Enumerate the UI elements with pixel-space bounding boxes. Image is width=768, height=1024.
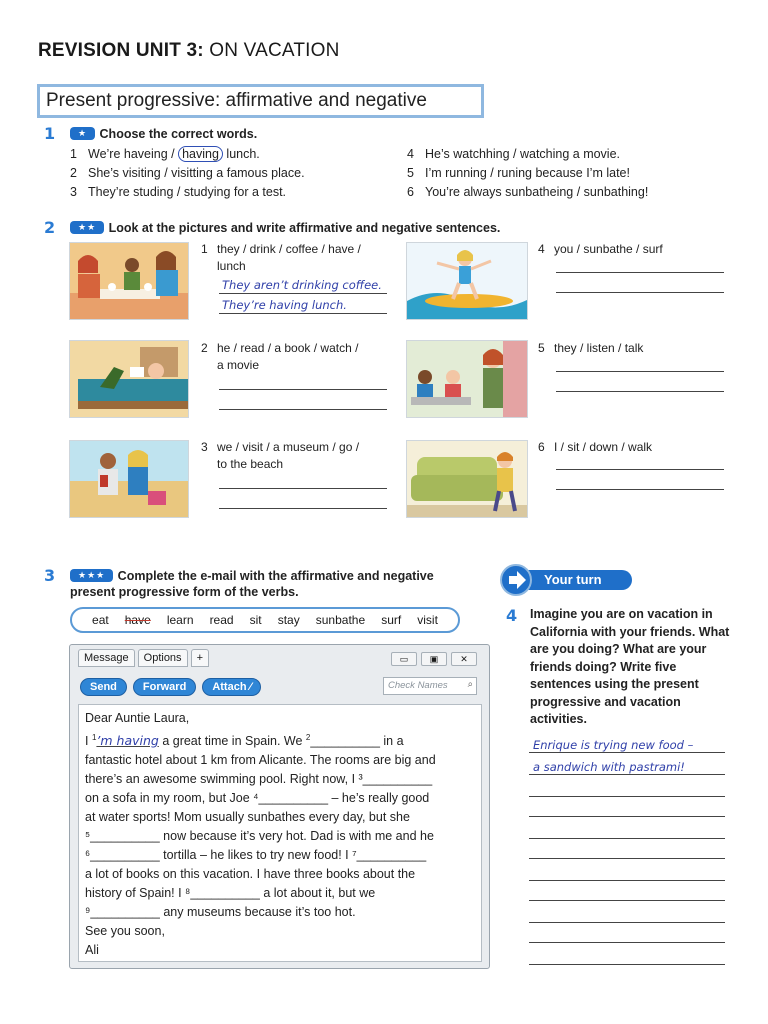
attach-button[interactable]: [202, 678, 261, 696]
answer-line: [219, 313, 387, 314]
prompt-text: you / sunbathe / surf: [554, 242, 663, 256]
answer-line: [556, 469, 724, 470]
prompt-3: [201, 439, 359, 473]
picture-5-classroom: [406, 340, 528, 418]
email-body[interactable]: [78, 704, 482, 962]
item-text: She’s visiting / visitting a famous place.: [88, 166, 305, 180]
answer-line: [529, 796, 725, 797]
answer-line: [529, 964, 725, 965]
prompt-text-cont: to the beach: [217, 457, 284, 471]
gap-number: 2: [305, 733, 311, 742]
exercise-2-instruction: Look at the pictures and write affirmative and negative sentences.: [108, 221, 501, 235]
gap-number: 1: [91, 733, 97, 742]
item-text: He’s watchhing / watching a movie.: [425, 147, 621, 161]
prompt-text-cont: lunch: [217, 259, 246, 273]
email-line-7: ⁶__________ tortilla – he likes to try new food! I ⁷__________: [85, 848, 427, 863]
prompt-text: he / read / a book / watch /: [217, 341, 359, 355]
tab-add[interactable]: +: [191, 649, 209, 667]
exercise-4-number: 4: [506, 606, 518, 625]
window-controls: [391, 652, 477, 666]
email-line-8: a lot of books on this vacation. I have three books about the: [85, 867, 416, 882]
answer-line: [529, 838, 725, 839]
prompt-text: they / listen / talk: [554, 341, 644, 355]
email-toolbar: [80, 678, 261, 696]
answer-line: [529, 858, 725, 859]
section-title-box: [37, 84, 484, 118]
answer-line: [219, 293, 387, 294]
difficulty-stars: ★: [70, 127, 95, 140]
answer-line: [219, 488, 387, 489]
verb: read: [209, 613, 234, 627]
prompt-4: [538, 241, 663, 258]
item-number: 1: [70, 147, 77, 161]
arrow-right-icon: [500, 564, 532, 596]
answer-line: [556, 371, 724, 372]
email-line-6: ⁵__________ now because it’s very hot. Dad is with me and he: [85, 829, 434, 844]
attach-label: Attach: [212, 681, 247, 693]
email-line-4: on a sofa in my room, but Joe ⁴__________ – he’s really good: [85, 791, 430, 806]
verb: sunbathe: [315, 613, 366, 627]
circled-answer: having: [178, 146, 223, 162]
exercise-3-number: 3: [44, 566, 56, 585]
item-text: You’re always sunbatheing / sunbathing!: [425, 185, 649, 199]
forward-button[interactable]: Forward: [133, 678, 196, 696]
answer-line: [529, 922, 725, 923]
answer-line: [556, 272, 724, 273]
prompt-number: 2: [201, 341, 208, 355]
paperclip-icon: ⁄: [249, 681, 252, 693]
exercise-3-header: [70, 567, 434, 585]
exercise-1-header: [70, 125, 257, 143]
unit-title: [38, 40, 340, 62]
verb: stay: [277, 613, 300, 627]
exercise-1-instruction: Choose the correct words.: [99, 127, 258, 141]
verb: surf: [381, 613, 402, 627]
section-title: Present progressive: affirmative and negative: [46, 90, 427, 111]
unit-title-rest: ON VACATION: [203, 40, 340, 61]
answer-line: [529, 900, 725, 901]
answer-line: [529, 880, 725, 881]
picture-3-beach: [69, 440, 189, 518]
item-number: 4: [407, 147, 414, 161]
ex1-item-6: [407, 185, 648, 199]
verb-bank: [70, 607, 460, 633]
email-line-11: See you soon,: [85, 924, 165, 939]
email-line-3: there’s an awesome swimming pool. Right now, I ³__________: [85, 772, 433, 787]
send-button[interactable]: Send: [80, 678, 127, 696]
tab-message[interactable]: Message: [78, 649, 135, 667]
prompt-number: 1: [201, 242, 208, 256]
answer-line: [529, 774, 725, 775]
picture-4-surf: [406, 242, 528, 320]
prompt-text: they / drink / coffee / have /: [217, 242, 361, 256]
verb-used: have: [124, 613, 151, 627]
answer-line: [556, 391, 724, 392]
answer-4b: a sandwich with pastrami!: [533, 760, 685, 774]
check-names-label: Check Names: [388, 680, 448, 691]
search-icon: ⌕: [467, 679, 473, 690]
verb: visit: [417, 613, 438, 627]
maximize-icon[interactable]: ▣: [421, 652, 447, 666]
verb: sit: [249, 613, 262, 627]
ex1-item-3: [70, 185, 286, 199]
item-text: We’re haveing /: [88, 147, 179, 161]
email-line-2: fantastic hotel about 1 km from Alicante. The rooms are big and: [85, 753, 436, 768]
verb: learn: [166, 613, 194, 627]
picture-2-bed: [69, 340, 189, 418]
answer-line: [219, 508, 387, 509]
item-number: 2: [70, 166, 77, 180]
answer-line: [529, 752, 725, 753]
answer-line: [529, 816, 725, 817]
prompt-1: [201, 241, 361, 275]
prompt-number: 4: [538, 242, 545, 256]
email-window: [69, 644, 490, 969]
exercise-3-instruction-cont: present progressive form of the verbs.: [70, 585, 299, 599]
verb: eat: [92, 613, 109, 627]
answer-line: [556, 292, 724, 293]
answer-4a: Enrique is trying new food –: [533, 738, 694, 752]
answer-line: [219, 409, 387, 410]
text: a great time in Spain. We: [158, 734, 306, 749]
item-number: 5: [407, 166, 414, 180]
prompt-text: I / sit / down / walk: [554, 440, 653, 454]
email-line-10: ⁹__________ any museums because it’s too hot.: [85, 905, 356, 920]
email-line-1: [85, 728, 475, 751]
difficulty-stars: ★★★: [70, 569, 113, 582]
prompt-2: [201, 340, 358, 374]
exercise-2-number: 2: [44, 218, 56, 237]
prompt-text: we / visit / a museum / go /: [217, 440, 360, 454]
prompt-number: 5: [538, 341, 545, 355]
answer-1a: They aren’t drinking coffee.: [222, 278, 382, 292]
picture-1-lunch: [69, 242, 189, 320]
email-line-12: Ali: [85, 943, 99, 958]
email-line-5: at water sports! Mom usually sunbathes every day, but she: [85, 810, 410, 825]
item-text: They’re studing / studying for a test.: [88, 185, 287, 199]
minimize-icon[interactable]: ▭: [391, 652, 417, 666]
answer-line: [556, 489, 724, 490]
item-number: 6: [407, 185, 414, 199]
ex1-item-2: [70, 166, 305, 180]
close-icon[interactable]: ✕: [451, 652, 477, 666]
check-names-input[interactable]: [383, 677, 477, 695]
item-number: 3: [70, 185, 77, 199]
ex1-item-4: [407, 147, 620, 161]
tab-options[interactable]: Options: [138, 649, 188, 667]
exercise-3-instruction: Complete the e-mail with the affirmative and negative: [117, 569, 434, 583]
unit-title-bold: REVISION UNIT 3:: [38, 40, 204, 61]
gap-1-answer: ’m having: [96, 733, 159, 749]
picture-6-sofa: [406, 440, 528, 518]
exercise-2-header: [70, 219, 500, 237]
difficulty-stars: ★★: [70, 221, 104, 234]
prompt-6: [538, 439, 652, 456]
prompt-text-cont: a movie: [217, 358, 260, 372]
email-line-9: history of Spain! I ⁸__________ a lot about it, but we: [85, 886, 376, 901]
ex1-item-5: [407, 166, 630, 180]
answer-line: [529, 942, 725, 943]
email-greeting: Dear Auntie Laura,: [85, 711, 190, 725]
exercise-4-instruction: Imagine you are on vacation in California with your friends. What are you doing? What are your friends doing? Write five sentences using the present progressive and vacation activities.: [530, 607, 730, 726]
prompt-5: [538, 340, 643, 357]
answer-1b: They’re having lunch.: [222, 298, 347, 312]
exercise-1-number: 1: [44, 124, 56, 143]
email-tabbar: [78, 649, 209, 667]
answer-line: [219, 389, 387, 390]
ex1-item-1: [70, 147, 260, 161]
item-text-end: lunch.: [222, 147, 260, 161]
text: __________ in a: [310, 734, 404, 749]
item-text: I’m running / runing because I’m late!: [425, 166, 630, 180]
your-turn-banner: Your turn: [526, 570, 632, 590]
prompt-number: 6: [538, 440, 545, 454]
text: I: [85, 734, 92, 749]
prompt-number: 3: [201, 440, 208, 454]
